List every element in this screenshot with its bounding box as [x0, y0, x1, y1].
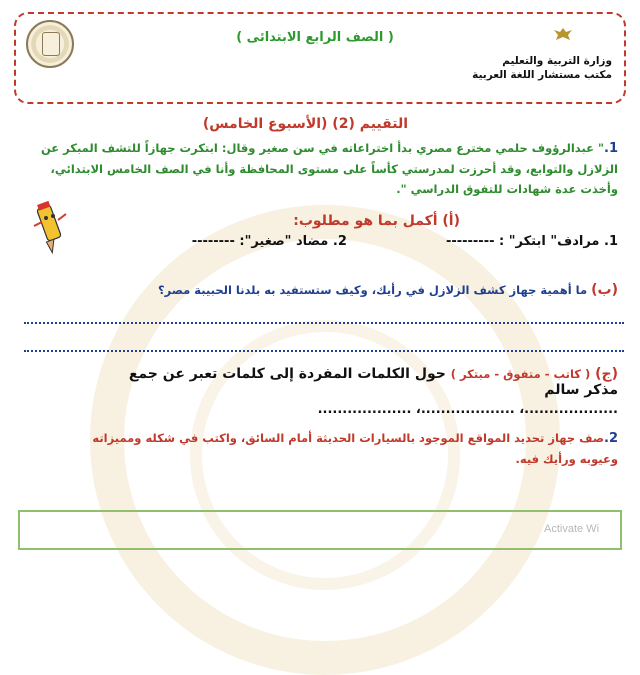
part-a-label: (أ) أكمل بما هو مطلوب:: [293, 213, 460, 229]
answer-box[interactable]: [18, 510, 622, 550]
question-1: [20, 138, 618, 199]
ministry-name: [472, 54, 612, 82]
part-b-text: ما أهمية جهاز كشف الزلازل في رأيك، وكيف ستستفيد به بلدنا الحبيبة مصر؟: [158, 283, 588, 297]
answer-line-1[interactable]: [24, 322, 624, 324]
answer-line-2[interactable]: [24, 350, 624, 352]
evaluation-title: التقييم (2) (الأسبوع الخامس): [202, 116, 408, 132]
question-2-text: صف جهاز تحديد المواقع الموجود بالسيارات الحديثة أمام السائق، واكتب في شكله ومميزاته وعيوبه ورأيك فيه.: [92, 431, 618, 466]
ministry-seal-icon: [26, 20, 74, 68]
pencil-character-icon: [30, 200, 70, 256]
question-1-text: " عبدالرؤوف حلمي مخترع مصري بدأ اختراعاته في سن صغير وقال: ابتكرت جهازاً للتشف المبكر عن الزلازل والتوابع، وقد أحرزت لمدرستي كأساً على مستوى المحافظة وأنا في الصف الخامس الابتدائي، وأخذت عدة شهادات للتفوق الدراسي ".: [40, 141, 618, 196]
part-c-fill-line[interactable]: ...................، ...................، ...................: [317, 402, 618, 417]
part-a-item-2: 2. مضاد "صغير": --------: [191, 234, 347, 249]
activate-overlay-text: Activate Wi: [544, 523, 600, 535]
ministry-line-2: مكتب مستشار اللغة العربية: [472, 69, 612, 81]
eagle-emblem-icon: [552, 26, 574, 42]
question-2: [80, 428, 618, 469]
question-2-number: 2.: [604, 431, 618, 446]
ministry-line-1: وزارة التربية والتعليم: [502, 55, 612, 67]
part-c-words: ( كاتب - متفوق - مبتكر ): [450, 367, 591, 381]
part-a-items: [140, 234, 618, 249]
part-b-label: (ب): [591, 282, 618, 298]
question-1-number: 1.: [604, 141, 618, 156]
part-c: [120, 366, 618, 398]
part-a-item-1: 1. مرادف" ابتكر" : ---------: [445, 234, 618, 249]
part-c-text: حول الكلمات المفردة إلى كلمات تعبر عن جمع مذكر سالم: [128, 366, 618, 398]
part-c-label: (ج): [595, 366, 618, 382]
grade-title: ( الصف الرابع الابتدائى ): [236, 30, 394, 45]
part-b: [150, 282, 618, 298]
